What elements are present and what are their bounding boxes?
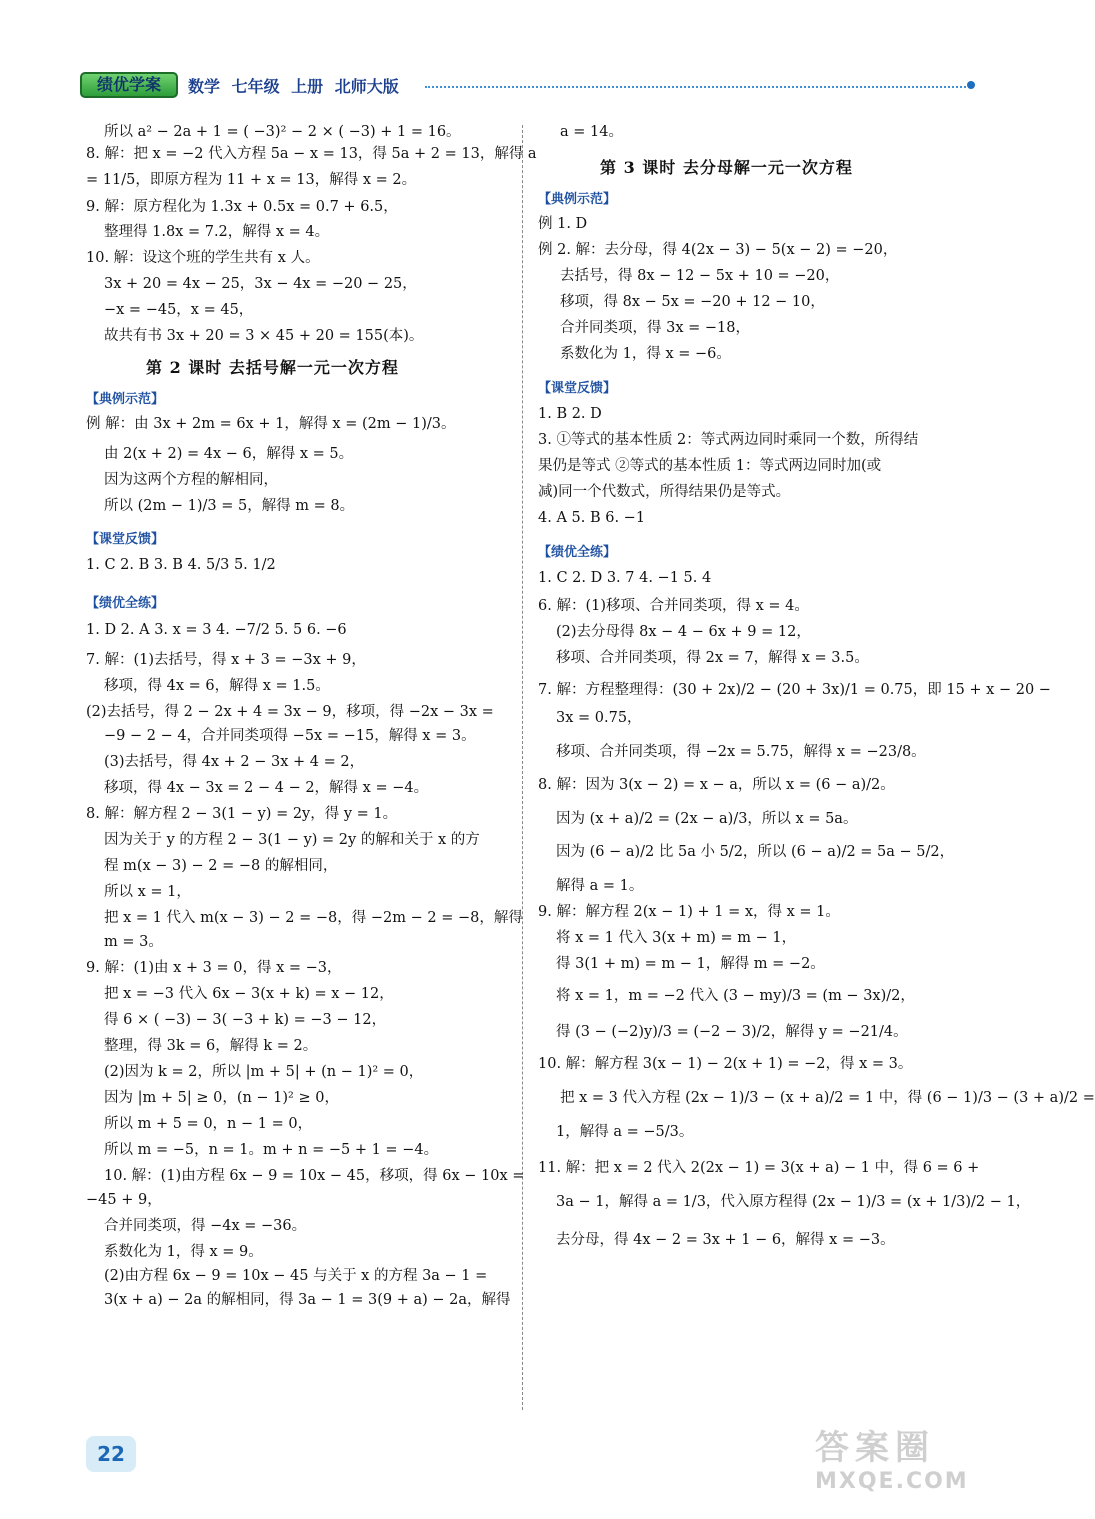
- answer-line: 减)同一个代数式，所得结果仍是等式。: [538, 484, 791, 500]
- answer-line: 得 (3 − (−2)y)/3 = (−2 − 3)/2，解得 y = −21/4。: [556, 1024, 908, 1040]
- answer-line: 因为这两个方程的解相同，: [104, 472, 278, 488]
- answer-line: 去分母，得 4x − 2 = 3x + 1 − 6，解得 x = −3。: [556, 1232, 895, 1248]
- section-title: 第 3 课时 去分母解一元一次方程: [600, 158, 853, 177]
- answer-line: −45 + 9，: [86, 1192, 162, 1208]
- answer-line: 系数化为 1，得 x = 9。: [104, 1244, 263, 1260]
- answer-line: 8. 解：解方程 2 − 3(1 − y) = 2y，得 y = 1。: [86, 806, 398, 822]
- answer-line: −9 − 2 − 4，合并同类项得 −5x = −15，解得 x = 3。: [104, 728, 476, 744]
- brand-badge: 绩优学案: [80, 72, 178, 98]
- watermark-logo: [815, 1420, 975, 1505]
- header-dotted-rule: [425, 86, 970, 88]
- page-number: 22: [86, 1436, 136, 1472]
- answer-line: 1. C 2. B 3. B 4. 5/3 5. 1/2: [86, 557, 276, 573]
- answer-line: 8. 解：把 x = −2 代入方程 5a − x = 13，得 5a + 2 = 13，解得 a: [86, 146, 537, 162]
- book-title: 数学 七年级 上册 北师大版: [188, 77, 399, 96]
- answer-line: 10. 解：设这个班的学生共有 x 人。: [86, 250, 320, 266]
- section-tag: 【典例示范】: [86, 392, 165, 407]
- answer-line: 合并同类项，得 −4x = −36。: [104, 1218, 307, 1234]
- answer-line: 得 6 × ( −3) − 3( −3 + k) = −3 − 12，: [104, 1012, 387, 1028]
- answer-line: 因为 (6 − a)/2 比 5a 小 5/2，所以 (6 − a)/2 = 5a − 5/2，: [556, 844, 955, 860]
- answer-line: 所以 m = −5，n = 1。m + n = −5 + 1 = −4。: [104, 1142, 439, 1158]
- answer-line: 解得 a = 1。: [556, 878, 644, 894]
- answer-line: 果仍是等式 ②等式的基本性质 1：等式两边同时加(或: [538, 458, 882, 474]
- answer-line: 程 m(x − 3) − 2 = −8 的解相同，: [104, 858, 338, 874]
- answer-line: 所以 a² − 2a + 1 = ( −3)² − 2 × ( −3) + 1 = 16。: [104, 124, 461, 140]
- answer-line: 所以 (2m − 1)/3 = 5，解得 m = 8。: [104, 498, 355, 514]
- answer-line: 把 x = 3 代入方程 (2x − 1)/3 − (x + a)/2 = 1 中，得 (6 − 1)/3 − (3 + a)/2 =: [560, 1090, 1095, 1106]
- watermark-top: 答案圈: [815, 1428, 935, 1468]
- answer-line: 得 3(1 + m) = m − 1，解得 m = −2。: [556, 956, 825, 972]
- answer-line: 9. 解：原方程化为 1.3x + 0.5x = 0.7 + 6.5，: [86, 199, 398, 215]
- answer-line: 7. 解：(1)去括号，得 x + 3 = −3x + 9，: [86, 652, 366, 668]
- answer-line: 3(x + a) − 2a 的解相同，得 3a − 1 = 3(9 + a) − 2a，解得: [104, 1292, 511, 1308]
- section-tag: 【课堂反馈】: [538, 381, 617, 396]
- answer-line: a = 14。: [560, 124, 623, 140]
- answer-line: 8. 解：因为 3(x − 2) = x − a，所以 x = (6 − a)/2。: [538, 777, 895, 793]
- answer-line: 移项，得 4x − 3x = 2 − 4 − 2，解得 x = −4。: [104, 780, 429, 796]
- answer-line: 因为 (x + a)/2 = (2x − a)/3，所以 x = 5a。: [556, 811, 858, 827]
- answer-line: 1，解得 a = −5/3。: [556, 1124, 694, 1140]
- answer-line: 9. 解：解方程 2(x − 1) + 1 = x，得 x = 1。: [538, 904, 840, 920]
- answer-line: 1. B 2. D: [538, 406, 602, 422]
- answer-line: 11. 解：把 x = 2 代入 2(2x − 1) = 3(x + a) − 1 中，得 6 = 6 +: [538, 1160, 980, 1176]
- answer-line: 3a − 1，解得 a = 1/3，代入原方程得 (2x − 1)/3 = (x + 1/3)/2 − 1，: [556, 1194, 1031, 1210]
- answer-line: 10. 解：(1)由方程 6x − 9 = 10x − 45，移项，得 6x − 10x =: [104, 1168, 525, 1184]
- answer-line: 因为 |m + 5| ≥ 0，(n − 1)² ≥ 0，: [104, 1090, 339, 1106]
- answer-line: 例 解：由 3x + 2m = 6x + 1，解得 x = (2m − 1)/3。: [86, 416, 456, 432]
- answer-line: 6. 解：(1)移项、合并同类项，得 x = 4。: [538, 598, 809, 614]
- answer-line: = 11/5，即原方程为 11 + x = 13，解得 x = 2。: [86, 172, 417, 188]
- answer-line: 所以 x = 1，: [104, 884, 191, 900]
- answer-line: 去括号，得 8x − 12 − 5x + 10 = −20，: [560, 268, 840, 284]
- answer-line: 系数化为 1，得 x = −6。: [560, 346, 731, 362]
- answer-line: 10. 解：解方程 3(x − 1) − 2(x + 1) = −2，得 x = 3。: [538, 1056, 913, 1072]
- answer-line: 3. ①等式的基本性质 2：等式两边同时乘同一个数，所得结: [538, 432, 919, 448]
- answer-line: 3x + 20 = 4x − 25，3x − 4x = −20 − 25，: [104, 276, 417, 292]
- answer-line: 1. D 2. A 3. x = 3 4. −7/2 5. 5 6. −6: [86, 622, 347, 638]
- answer-line: 因为关于 y 的方程 2 − 3(1 − y) = 2y 的解和关于 x 的方: [104, 832, 480, 848]
- answer-line: 由 2(x + 2) = 4x − 6，解得 x = 5。: [104, 446, 354, 462]
- section-tag: 【绩优全练】: [86, 596, 165, 611]
- answer-line: 整理，得 3k = 6，解得 k = 2。: [104, 1038, 318, 1054]
- watermark-bottom: MXQE.COM: [815, 1469, 969, 1494]
- answer-line: (2)因为 k = 2，所以 |m + 5| + (n − 1)² = 0，: [104, 1064, 424, 1080]
- answer-line: 移项、合并同类项，得 2x = 7，解得 x = 3.5。: [556, 650, 869, 666]
- page-header: [80, 72, 980, 102]
- answer-line: (2)去括号，得 2 − 2x + 4 = 3x − 9，移项，得 −2x − 3x =: [86, 704, 494, 720]
- answer-line: 将 x = 1 代入 3(x + m) = m − 1，: [556, 930, 797, 946]
- answer-line: 移项，得 8x − 5x = −20 + 12 − 10，: [560, 294, 825, 310]
- answer-line: (2)去分母得 8x − 4 − 6x + 9 = 12，: [556, 624, 811, 640]
- answer-line: 将 x = 1，m = −2 代入 (3 − my)/3 = (m − 3x)/2，: [556, 988, 915, 1004]
- column-divider: [522, 125, 523, 1410]
- answer-line: 合并同类项，得 3x = −18，: [560, 320, 750, 336]
- answer-line: −x = −45，x = 45，: [104, 302, 254, 318]
- answer-line: m = 3。: [104, 934, 163, 950]
- answer-line: 3x = 0.75，: [556, 710, 642, 726]
- answer-line: (2)由方程 6x − 9 = 10x − 45 与关于 x 的方程 3a − 1 =: [104, 1268, 488, 1284]
- answer-line: (3)去括号，得 4x + 2 − 3x + 4 = 2，: [104, 754, 365, 770]
- answer-line: 例 2. 解：去分母，得 4(2x − 3) − 5(x − 2) = −20，: [538, 242, 898, 258]
- answer-line: 7. 解：方程整理得：(30 + 2x)/2 − (20 + 3x)/1 = 0.75，即 15 + x − 20 −: [538, 682, 1051, 698]
- answer-line: 1. C 2. D 3. 7 4. −1 5. 4: [538, 570, 712, 586]
- section-tag: 【绩优全练】: [538, 545, 617, 560]
- section-tag: 【典例示范】: [538, 192, 617, 207]
- answer-line: 移项，得 4x = 6，解得 x = 1.5。: [104, 678, 330, 694]
- answer-line: 所以 m + 5 = 0，n − 1 = 0，: [104, 1116, 313, 1132]
- answer-line: 把 x = −3 代入 6x − 3(x + k) = x − 12，: [104, 986, 394, 1002]
- answer-line: 例 1. D: [538, 216, 588, 232]
- answer-line: 移项、合并同类项，得 −2x = 5.75，解得 x = −23/8。: [556, 744, 926, 760]
- header-rule-dot: [967, 81, 975, 89]
- section-title: 第 2 课时 去括号解一元一次方程: [146, 358, 399, 377]
- answer-line: 9. 解：(1)由 x + 3 = 0，得 x = −3，: [86, 960, 342, 976]
- answer-line: 4. A 5. B 6. −1: [538, 510, 646, 526]
- answer-line: 整理得 1.8x = 7.2，解得 x = 4。: [104, 224, 330, 240]
- answer-line: 把 x = 1 代入 m(x − 3) − 2 = −8，得 −2m − 2 = −8，解得: [104, 910, 523, 926]
- section-tag: 【课堂反馈】: [86, 532, 165, 547]
- answer-line: 故共有书 3x + 20 = 3 × 45 + 20 = 155(本)。: [104, 328, 424, 344]
